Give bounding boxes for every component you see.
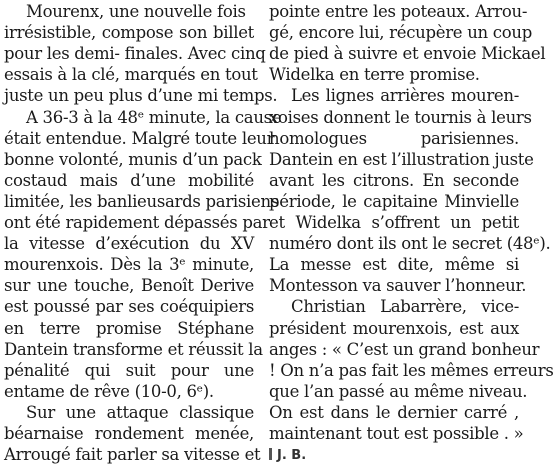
article-line: que l’an passé au même niveau. <box>269 381 528 401</box>
article-line: Arrougé fait parler sa vitesse et <box>4 445 261 465</box>
article-line: ont été rapidement dépassés par <box>4 213 270 232</box>
article-line: en terre promise Stéphane <box>4 318 254 338</box>
author-signature <box>269 445 306 466</box>
article-line: juste un peu plus d’une mi temps. <box>4 86 278 106</box>
article-line: irrésistible, compose son billet <box>4 23 254 43</box>
article-line: pénalité qui suit pour une <box>4 360 254 380</box>
article-line: Widelka en terre promise. <box>269 65 480 85</box>
article-line: gé, encore lui, récupère un coup <box>269 23 532 43</box>
article-line: costaud mais d’une mobilité <box>4 170 254 190</box>
article-line: anges : « C’est un grand bonheur <box>269 339 540 359</box>
article-line: ! On n’a pas fait les mêmes erreurs <box>269 360 554 380</box>
article-line: Dantein transforme et réussit la <box>4 339 263 359</box>
article-line: homologues parisiennes. <box>269 128 519 148</box>
article-line: limitée, les banlieusards parisiens <box>4 191 279 211</box>
article-line: essais à la clé, marqués en tout <box>4 65 258 85</box>
article-line: A 36-3 à la 48ᵉ minute, la cause <box>26 107 282 127</box>
article-line: pointe entre les poteaux. Arrou- <box>269 2 528 21</box>
article-line: La messe est dite, même si <box>269 255 519 275</box>
article-line: période, le capitaine Minvielle <box>269 191 519 211</box>
article-line: numéro dont ils ont le secret (48ᵉ). <box>269 234 551 254</box>
signature-text: J. B. <box>277 448 307 464</box>
article-line: pour les demi- finales. Avec cinq <box>4 44 266 64</box>
article-line: maintenant tout est possible . » <box>269 424 524 443</box>
article-line: la vitesse d’exécution du XV <box>4 234 254 254</box>
article-line: Dantein en est l’illustration juste <box>269 149 534 169</box>
article-line: avant les citrons. En seconde <box>269 170 519 190</box>
article-line: bonne volonté, munis d’un pack <box>4 149 262 169</box>
article-line: et Widelka s’offrent un petit <box>269 213 519 232</box>
article-line: béarnaise rondement menée, <box>4 424 254 443</box>
article-line: était entendue. Malgré toute leur <box>4 128 275 148</box>
article-line: de pied à suivre et envoie Mickael <box>269 44 546 64</box>
signature-mark-icon <box>269 448 272 460</box>
article-line: Christian Labarrère, vice- <box>291 297 519 317</box>
article-line: est poussé par ses coéquipiers <box>4 297 254 317</box>
article-line: xoises donnent le tournis à leurs <box>269 107 532 127</box>
article-line: Les lignes arrières mouren- <box>291 86 519 106</box>
article-line: On est dans le dernier carré , <box>269 402 519 422</box>
article-line: Montesson va sauver l’honneur. <box>269 276 527 296</box>
article-line: sur une touche, Benoît Derive <box>4 276 254 296</box>
article-line: entame de rêve (10-0, 6ᵉ). <box>4 381 214 401</box>
article-line: mourenxois. Dès la 3ᵉ minute, <box>4 255 254 275</box>
article-line: Mourenx, une nouvelle fois <box>26 2 246 21</box>
article-line: président mourenxois, est aux <box>269 318 519 338</box>
article-line: Sur une attaque classique <box>26 402 254 422</box>
